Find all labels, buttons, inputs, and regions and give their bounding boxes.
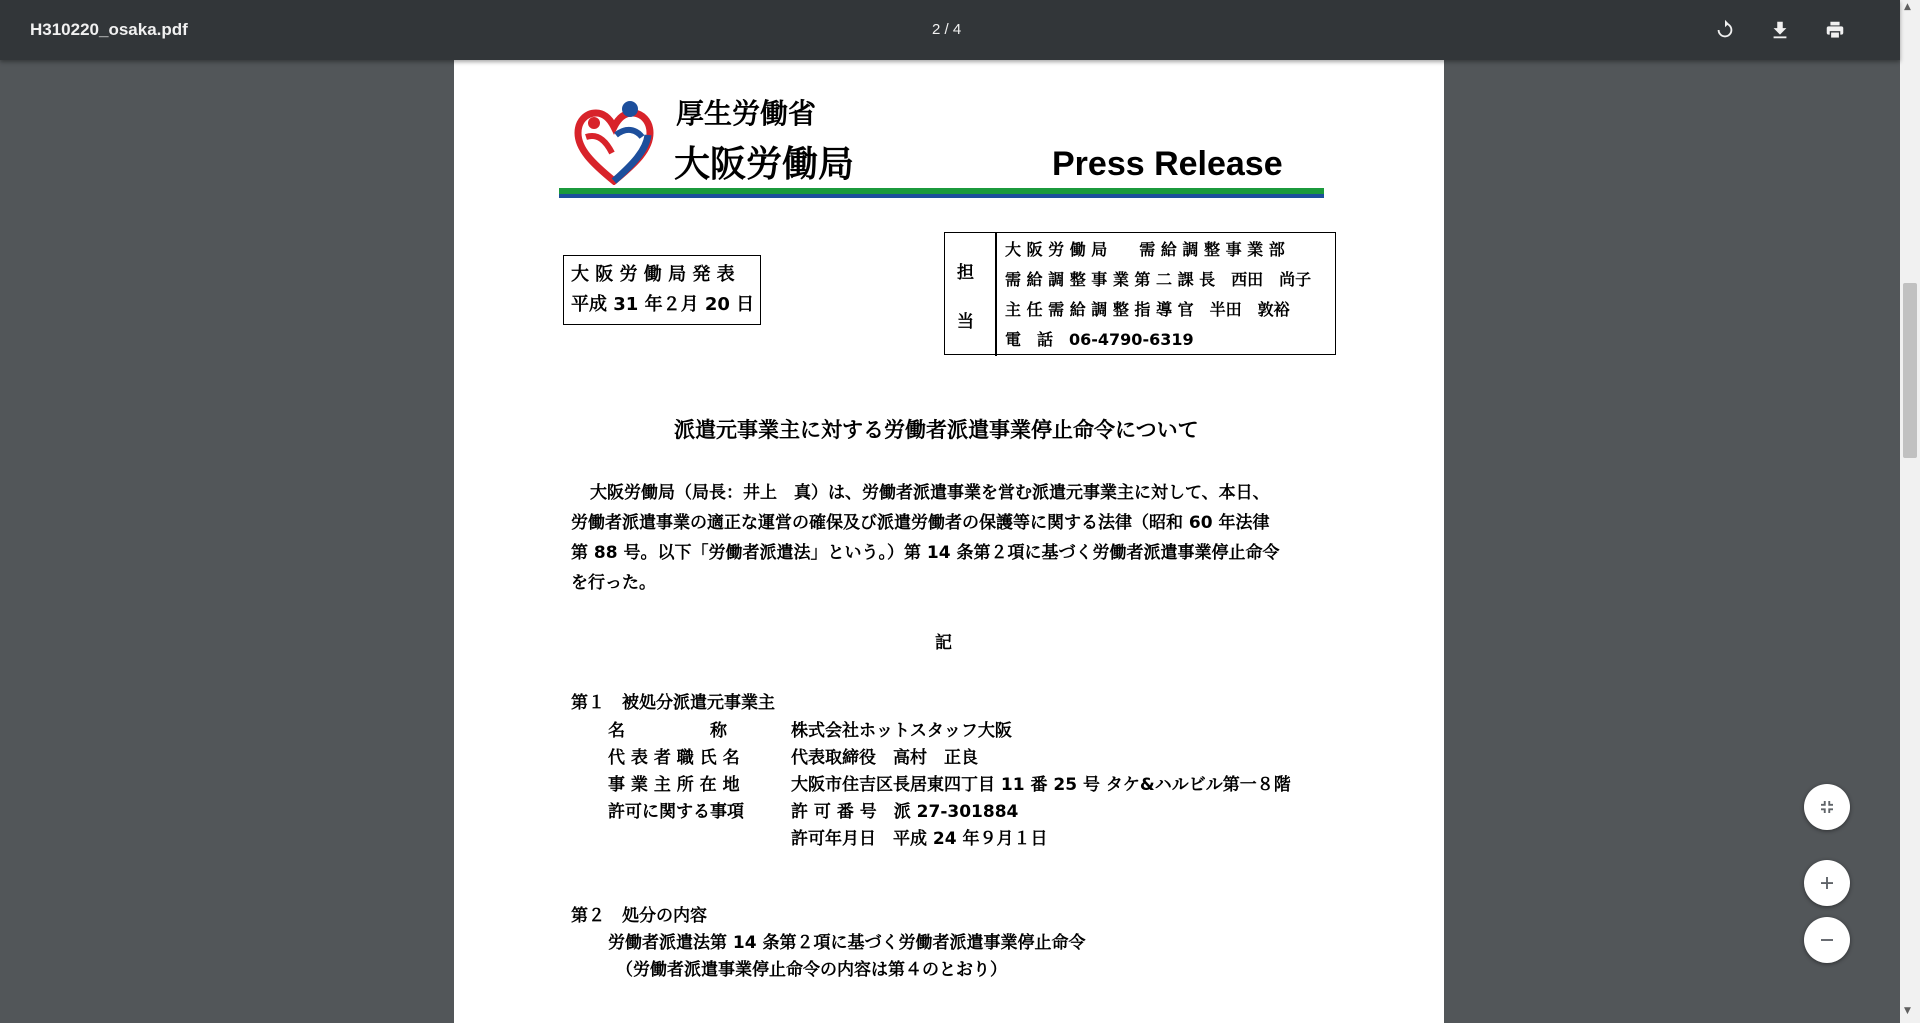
contact-label-top: 担 [957, 263, 974, 283]
scrollbar-track[interactable] [1900, 0, 1920, 1023]
field-label: 許可に関する事項 [608, 802, 744, 822]
page-indicator[interactable]: 2 / 4 [932, 21, 962, 38]
body-line: を行った。 [571, 573, 656, 593]
scroll-up-arrow-icon[interactable]: ▲ [1904, 2, 1911, 12]
mhlw-logo-icon [572, 97, 656, 185]
zoom-out-icon [1818, 931, 1836, 949]
section-2-line: （労働者派遣事業停止命令の内容は第４のとおり） [616, 960, 1007, 980]
fit-page-icon [1818, 798, 1836, 816]
section-2-heading: 第２ 処分の内容 [571, 906, 707, 926]
contact-label-bottom: 当 [957, 312, 974, 332]
contact-divider [995, 232, 997, 356]
issuer-date: 平成 31 年２月 20 日 [571, 294, 755, 315]
ministry-name: 厚生労働省 [676, 97, 817, 130]
section-2-line: 労働者派遣法第 14 条第２項に基づく労働者派遣事業停止命令 [608, 933, 1086, 953]
print-icon [1824, 19, 1846, 41]
rotate-button[interactable] [1707, 12, 1743, 48]
section-1-heading: 第１ 被処分派遣元事業主 [571, 693, 775, 713]
field-label: 代 表 者 職 氏 名 [608, 748, 740, 768]
scroll-down-arrow-icon[interactable]: ▼ [1904, 1006, 1911, 1016]
rotate-icon [1714, 19, 1736, 41]
zoom-in-icon [1818, 874, 1836, 892]
contact-phone: 電 話 06-4790-6319 [1005, 330, 1194, 349]
pdf-page [454, 60, 1444, 1023]
field-value: 代表取締役 高村 正良 [791, 748, 978, 768]
field-value: 許 可 番 号 派 27-301884 [791, 802, 1019, 822]
body-line: 労働者派遣事業の適正な運営の確保及び派遣労働者の保護等に関する法律（昭和 60 年法律 [571, 513, 1270, 533]
field-label: 事 業 主 所 在 地 [608, 775, 740, 795]
scrollbar-thumb[interactable] [1903, 283, 1917, 458]
contact-line: 需 給 調 整 事 業 第 二 課 長 西田 尚子 [1005, 270, 1312, 289]
download-icon [1769, 19, 1791, 41]
field-label: 名 称 [608, 721, 727, 741]
field-value: 許可年月日 平成 24 年９月１日 [791, 829, 1048, 849]
ki-heading: 記 [935, 633, 952, 653]
document-title: 派遣元事業主に対する労働者派遣事業停止命令について [674, 418, 1199, 442]
document-filename: H310220_osaka.pdf [30, 20, 188, 39]
field-value: 大阪市住吉区長居東四丁目 11 番 25 号 タケ&ハルビル第一８階 [791, 775, 1291, 795]
field-value: 株式会社ホットスタッフ大阪 [791, 721, 1012, 741]
issuer-line-1: 大 阪 労 働 局 発 表 [571, 264, 735, 285]
body-line: 大阪労働局（局長：井上 真）は、労働者派遣事業を営む派遣元事業主に対して、本日、 [590, 483, 1270, 503]
body-line: 第 88 号。以下「労働者派遣法」という。）第 14 条第２項に基づく労働者派遣事業停止命令 [571, 543, 1280, 563]
print-button[interactable] [1817, 12, 1853, 48]
contact-line: 大 阪 労 働 局 需 給 調 整 事 業 部 [1005, 240, 1285, 259]
header-rule-blue [559, 194, 1324, 198]
zoom-out-button[interactable] [1804, 917, 1850, 963]
pdf-toolbar [0, 0, 1900, 60]
bureau-name: 大阪労働局 [674, 144, 855, 185]
zoom-in-button[interactable] [1804, 860, 1850, 906]
press-release-label: Press Release [1052, 145, 1283, 183]
download-button[interactable] [1762, 12, 1798, 48]
contact-line: 主 任 需 給 調 整 指 導 官 半田 敦裕 [1005, 300, 1290, 319]
fit-to-page-button[interactable] [1804, 784, 1850, 830]
